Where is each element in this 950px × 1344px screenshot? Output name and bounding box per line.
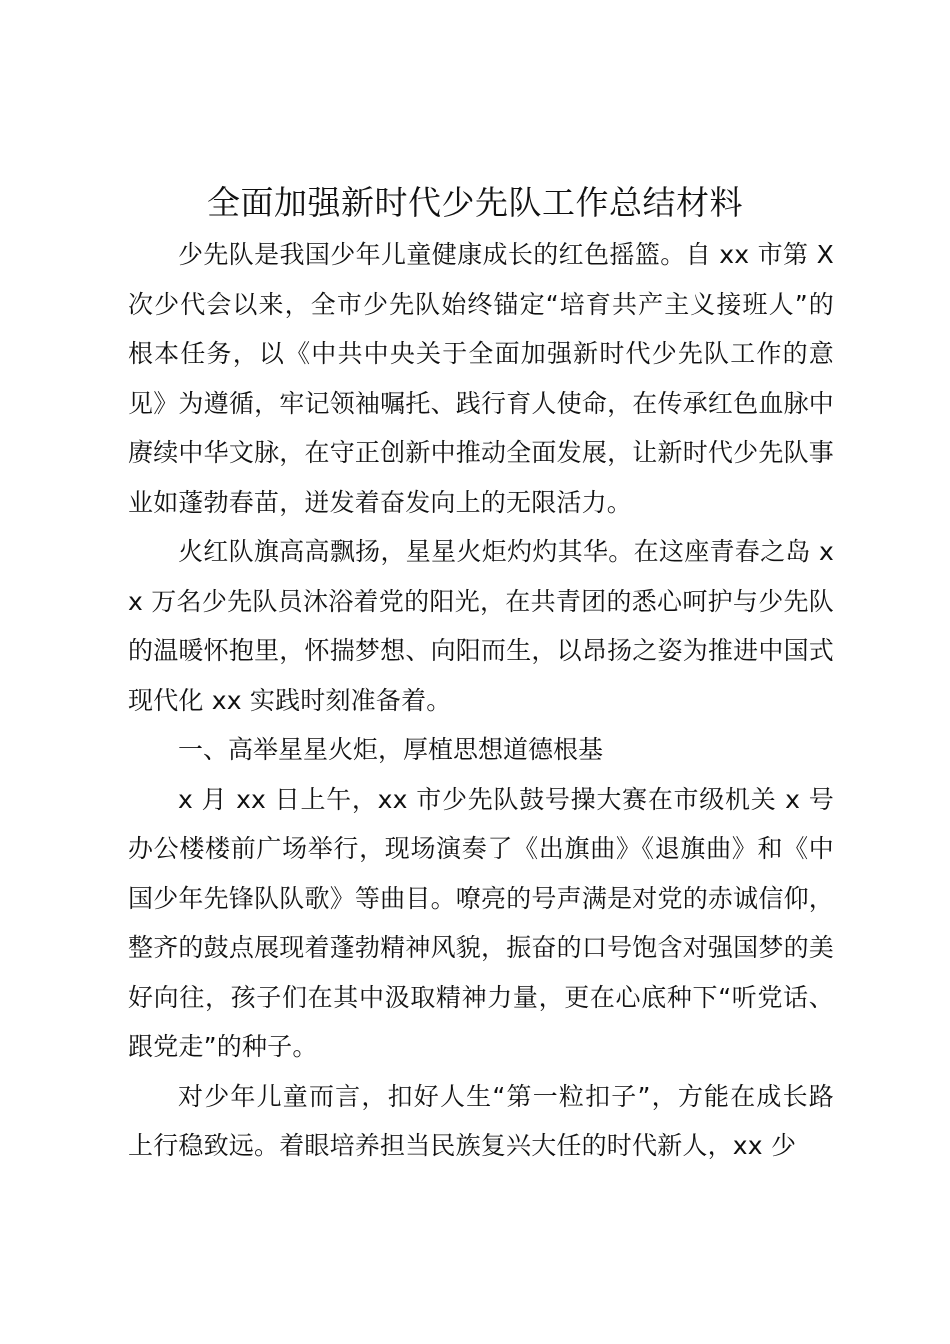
paragraph-intro: 少先队是我国少年儿童健康成长的红色摇篮。自 xx 市第 X 次少代会以来，全市少先队始终锚定“培育共产主义接班人”的根本任务，以《中共中央关于全面加强新时代少先队工作的意见》为遵循，牢记领袖嘱托、践行育人使命，在传承红色血脉中赓续中华文脉，在守正创新中推动全面发展，让新时代少先队事业如蓬勃春苗，迸发着奋发向上的无限活力。 bbox=[128, 240, 834, 517]
document-title: 全面加强新时代少先队工作总结材料 bbox=[207, 183, 743, 222]
document-body bbox=[128, 230, 834, 1171]
paragraph-flag: 火红队旗高高飘扬，星星火炬灼灼其华。在这座青春之岛 xx 万名少先队员沐浴着党的阳光，在共青团的悉心呵护与少先队的温暖怀抱里，怀揣梦想、向阳而生，以昂扬之姿为推进中国式现代化 xx 实践时刻准备着。 bbox=[128, 537, 834, 715]
paragraph-drum-contest: x 月 xx 日上午，xx 市少先队鼓号操大赛在市级机关 x 号办公楼楼前广场举行，现场演奏了《出旗曲》《退旗曲》和《中国少年先锋队队歌》等曲目。嘹亮的号声满是对党的赤诚信仰，整齐的鼓点展现着蓬勃精神风貌，振奋的口号饱含对强国梦的美好向往，孩子们在其中汲取精神力量，更在心底种下“听党话、跟党走”的种子。 bbox=[128, 784, 834, 1061]
paragraph-first-button: 对少年儿童而言，扣好人生“第一粒扣子”，方能在成长路上行稳致远。着眼培养担当民族复兴大任的时代新人，xx 少 bbox=[128, 1081, 834, 1160]
section-heading-1: 一、高举星星火炬，厚植思想道德根基 bbox=[178, 735, 604, 764]
